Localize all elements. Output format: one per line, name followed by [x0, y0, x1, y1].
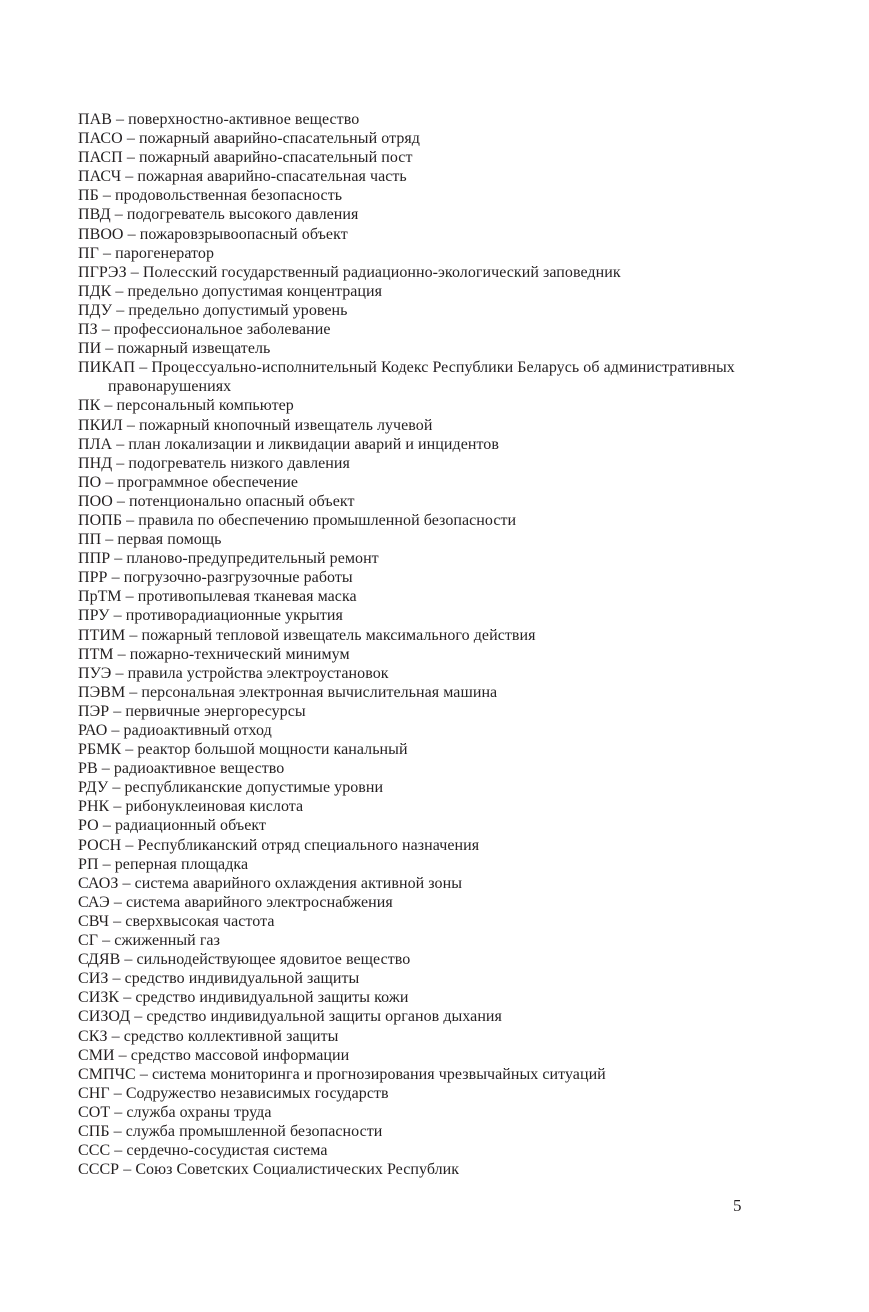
dash-separator: –	[102, 817, 111, 835]
abbreviation-term: СНГ	[78, 1084, 110, 1102]
dash-separator: –	[113, 702, 122, 720]
abbreviation-entry	[78, 320, 758, 339]
abbreviation-entry	[78, 626, 758, 645]
abbreviation-definition: Содружество независимых государств	[125, 1084, 389, 1102]
abbreviation-entry	[78, 1027, 758, 1046]
abbreviation-term: СМПЧС	[78, 1065, 136, 1083]
abbreviation-entry	[78, 816, 758, 835]
abbreviation-term: ПОО	[78, 492, 113, 510]
abbreviation-definition: система аварийного охлаждения активной зоны	[134, 874, 463, 892]
abbreviation-term: САЭ	[78, 893, 110, 911]
abbreviation-definition: средство коллективной защиты	[123, 1027, 339, 1045]
dash-separator: –	[129, 683, 138, 701]
abbreviation-term: ПГРЭЗ	[78, 263, 127, 281]
dash-separator: –	[102, 932, 111, 950]
dash-separator: –	[113, 1084, 122, 1102]
abbreviation-entry	[78, 473, 758, 492]
dash-separator: –	[117, 645, 126, 663]
abbreviation-definition: правила устройства электроустановок	[127, 664, 389, 682]
abbreviation-entry	[78, 836, 758, 855]
dash-separator: –	[111, 569, 120, 587]
abbreviation-definition: радиоактивный отход	[123, 722, 272, 739]
abbreviation-definition: средство индивидуальной защиты кожи	[135, 989, 409, 1007]
dash-separator: –	[105, 340, 114, 358]
abbreviation-term: СВЧ	[78, 912, 110, 930]
abbreviation-entry	[78, 893, 758, 912]
abbreviation-entry	[78, 492, 758, 511]
abbreviation-entry	[78, 568, 758, 587]
abbreviation-list	[78, 110, 758, 1179]
abbreviation-entry	[78, 454, 758, 473]
abbreviation-entry	[78, 988, 758, 1007]
abbreviation-term: ПО	[78, 473, 102, 491]
dash-separator: –	[102, 187, 111, 205]
abbreviation-definition: пожарно-технический минимум	[129, 645, 350, 663]
abbreviation-entry	[78, 358, 758, 396]
dash-separator: –	[122, 874, 131, 892]
abbreviation-definition: потенционально опасный объект	[129, 492, 355, 510]
abbreviation-term: ПКИЛ	[78, 416, 123, 434]
abbreviation-term: ПЗ	[78, 321, 98, 339]
abbreviation-definition: программное обеспечение	[117, 473, 299, 491]
abbreviation-term: ПРУ	[78, 607, 110, 625]
abbreviation-entry	[78, 1141, 758, 1160]
abbreviation-definition: Процессуально-исполнительный Кодекс Республики Беларусь об административных правонарушениях	[108, 359, 735, 396]
abbreviation-entry	[78, 416, 758, 435]
dash-separator: –	[112, 970, 121, 988]
abbreviation-entry	[78, 969, 758, 988]
abbreviation-term: РВ	[78, 760, 98, 778]
abbreviation-entry	[78, 339, 758, 358]
abbreviation-term: РО	[78, 817, 99, 835]
abbreviation-term: ПДУ	[78, 301, 113, 319]
abbreviation-definition: план локализации и ликвидации аварий и инцидентов	[128, 435, 499, 453]
abbreviation-definition: пожарный аварийно-спасательный пост	[138, 149, 413, 167]
dash-separator: –	[116, 435, 125, 453]
abbreviation-entry	[78, 721, 758, 740]
abbreviation-term: СИЗ	[78, 970, 109, 988]
abbreviation-definition: сжиженный газ	[114, 932, 220, 950]
abbreviation-entry	[78, 110, 758, 129]
dash-separator: –	[125, 741, 134, 759]
abbreviation-definition: предельно допустимый уровень	[128, 301, 348, 319]
abbreviation-entry	[78, 759, 758, 778]
abbreviation-entry	[78, 1122, 758, 1141]
abbreviation-term: ПЭР	[78, 702, 110, 720]
abbreviation-term: СИЗОД	[78, 1008, 131, 1026]
dash-separator: –	[113, 912, 122, 930]
dash-separator: –	[139, 359, 148, 377]
abbreviation-entry	[78, 167, 758, 186]
abbreviation-definition: предельно допустимая концентрация	[127, 282, 383, 300]
abbreviation-definition: пожаровзрывоопасный объект	[139, 225, 348, 243]
abbreviation-definition: сверхвысокая частота	[125, 912, 275, 930]
dash-separator: –	[116, 454, 125, 472]
dash-separator: –	[113, 798, 122, 816]
abbreviation-term: ПАСП	[78, 149, 123, 167]
abbreviation-term: ПТИМ	[78, 626, 126, 644]
dash-separator: –	[115, 282, 124, 300]
abbreviation-entry	[78, 606, 758, 625]
abbreviation-entry	[78, 1065, 758, 1084]
abbreviation-term: СГ	[78, 932, 99, 950]
abbreviation-entry	[78, 1160, 758, 1179]
abbreviation-definition: парогенератор	[115, 244, 214, 262]
dash-separator: –	[126, 416, 135, 434]
abbreviation-term: ССС	[78, 1142, 111, 1160]
abbreviation-definition: первая помощь	[117, 531, 222, 549]
abbreviation-term: ПДК	[78, 282, 112, 300]
dash-separator: –	[115, 664, 124, 682]
dash-separator: –	[116, 301, 125, 319]
abbreviation-term: СИЗК	[78, 989, 120, 1007]
abbreviation-entry	[78, 1084, 758, 1103]
abbreviation-entry	[78, 282, 758, 301]
abbreviation-entry	[78, 874, 758, 893]
abbreviation-term: ПВОО	[78, 225, 124, 243]
abbreviation-term: ПЛА	[78, 435, 113, 453]
dash-separator: –	[105, 531, 114, 549]
dash-separator: –	[101, 760, 110, 778]
abbreviation-entry	[78, 1046, 758, 1065]
dash-separator: –	[129, 626, 138, 644]
dash-separator: –	[125, 836, 134, 854]
dash-separator: –	[134, 1008, 143, 1026]
abbreviation-entry	[78, 225, 758, 244]
dash-separator: –	[116, 492, 125, 510]
abbreviation-entry	[78, 683, 758, 702]
abbreviation-definition: средство индивидуальной защиты органов дыхания	[146, 1008, 502, 1026]
dash-separator: –	[125, 168, 134, 186]
abbreviation-entry	[78, 797, 758, 816]
abbreviation-term: РП	[78, 855, 99, 873]
abbreviation-term: РОСН	[78, 836, 122, 854]
page-number: 5	[733, 1196, 742, 1215]
dash-separator: –	[105, 473, 114, 491]
abbreviation-term: ПП	[78, 531, 102, 549]
abbreviation-definition: поверхностно-активное вещество	[128, 111, 360, 128]
dash-separator: –	[111, 1027, 120, 1045]
abbreviation-entry	[78, 1007, 758, 1026]
abbreviation-entry	[78, 549, 758, 568]
abbreviation-definition: планово-предупредительный ремонт	[126, 550, 379, 568]
dash-separator: –	[124, 951, 133, 969]
abbreviation-entry	[78, 645, 758, 664]
dash-separator: –	[101, 321, 110, 339]
abbreviation-definition: служба охраны труда	[126, 1103, 272, 1121]
dash-separator: –	[114, 1103, 123, 1121]
abbreviation-term: СПБ	[78, 1122, 110, 1140]
dash-separator: –	[112, 779, 121, 797]
abbreviation-term: ПРР	[78, 569, 108, 587]
abbreviation-definition: сильнодействующее ядовитое вещество	[136, 951, 411, 969]
dash-separator: –	[104, 397, 113, 415]
abbreviation-definition: Полесский государственный радиационно-экологический заповедник	[142, 263, 621, 281]
abbreviation-definition: пожарный тепловой извещатель максимального действия	[141, 626, 536, 644]
abbreviation-entry	[78, 855, 758, 874]
dash-separator: –	[116, 111, 125, 128]
abbreviation-entry	[78, 587, 758, 606]
abbreviation-term: ПТМ	[78, 645, 114, 663]
abbreviation-term: РНК	[78, 798, 110, 816]
dash-separator: –	[113, 607, 122, 625]
abbreviation-definition: пожарная аварийно-спасательная часть	[137, 168, 407, 186]
dash-separator: –	[130, 263, 139, 281]
abbreviation-term: СССР	[78, 1161, 120, 1179]
abbreviation-term: ПОПБ	[78, 511, 123, 529]
abbreviation-entry	[78, 530, 758, 549]
abbreviation-definition: средство массовой информации	[130, 1046, 350, 1064]
dash-separator: –	[126, 511, 135, 529]
abbreviation-definition: погрузочно-разгрузочные работы	[123, 569, 353, 587]
abbreviation-definition: пожарный кнопочный извещатель лучевой	[139, 416, 433, 434]
abbreviation-entry	[78, 702, 758, 721]
abbreviation-definition: персональный компьютер	[116, 397, 294, 415]
abbreviation-definition: служба промышленной безопасности	[125, 1122, 383, 1140]
abbreviation-definition: реперная площадка	[114, 855, 249, 873]
dash-separator: –	[102, 855, 111, 873]
abbreviation-term: ПГ	[78, 244, 99, 262]
dash-separator: –	[139, 1065, 148, 1083]
abbreviation-definition: профессиональное заболевание	[113, 321, 331, 339]
dash-separator: –	[126, 130, 135, 148]
abbreviation-definition: система мониторинга и прогнозирования чрезвычайных ситуаций	[151, 1065, 606, 1083]
dash-separator: –	[123, 1161, 132, 1179]
dash-separator: –	[111, 722, 120, 739]
abbreviation-term: СМИ	[78, 1046, 115, 1064]
abbreviation-term: ПВД	[78, 206, 111, 224]
abbreviation-entry	[78, 912, 758, 931]
abbreviation-entry	[78, 186, 758, 205]
abbreviation-entry	[78, 435, 758, 454]
abbreviation-entry	[78, 511, 758, 530]
abbreviation-term: СОТ	[78, 1103, 111, 1121]
abbreviation-entry	[78, 950, 758, 969]
abbreviation-entry	[78, 129, 758, 148]
abbreviation-term: ПИ	[78, 340, 102, 358]
abbreviation-definition: средство индивидуальной защиты	[124, 970, 360, 988]
abbreviation-entry	[78, 301, 758, 320]
abbreviation-definition: пожарный аварийно-спасательный отряд	[138, 130, 420, 148]
abbreviation-entry	[78, 664, 758, 683]
dash-separator: –	[123, 989, 132, 1007]
abbreviation-definition: реактор большой мощности канальный	[137, 741, 408, 759]
dash-separator: –	[126, 149, 135, 167]
dash-separator: –	[114, 206, 123, 224]
abbreviation-term: ПрТМ	[78, 588, 122, 606]
abbreviation-entry	[78, 740, 758, 759]
abbreviation-term: ПУЭ	[78, 664, 112, 682]
abbreviation-term: СКЗ	[78, 1027, 108, 1045]
abbreviation-term: РДУ	[78, 779, 109, 797]
abbreviation-term: ППР	[78, 550, 111, 568]
abbreviation-term: САОЗ	[78, 874, 119, 892]
abbreviation-entry	[78, 1103, 758, 1122]
abbreviation-definition: подогреватель высокого давления	[126, 206, 359, 224]
dash-separator: –	[114, 550, 123, 568]
dash-separator: –	[113, 1122, 122, 1140]
abbreviation-entry	[78, 396, 758, 415]
dash-separator: –	[114, 1142, 123, 1160]
abbreviation-term: ПАВ	[78, 111, 112, 128]
dash-separator: –	[113, 893, 122, 911]
abbreviation-definition: радиоактивное вещество	[113, 760, 285, 778]
abbreviation-entry	[78, 244, 758, 263]
abbreviation-entry	[78, 778, 758, 797]
dash-separator: –	[102, 244, 112, 262]
abbreviation-definition: Союз Советских Социалистических Республик	[135, 1161, 460, 1179]
abbreviation-term: РБМК	[78, 741, 122, 759]
abbreviation-definition: правила по обеспечению промышленной безопасности	[138, 511, 517, 529]
dash-separator: –	[125, 588, 134, 606]
abbreviation-term: ПНД	[78, 454, 113, 472]
abbreviation-entry	[78, 931, 758, 950]
abbreviation-definition: рибонуклеиновая кислота	[125, 798, 304, 816]
abbreviation-definition: радиационный объект	[114, 817, 267, 835]
abbreviation-term: ПАСЧ	[78, 168, 122, 186]
abbreviation-entry	[78, 263, 758, 282]
abbreviation-term: ПБ	[78, 187, 99, 205]
abbreviation-term: ПИКАП	[78, 359, 136, 377]
abbreviation-term: ПЭВМ	[78, 683, 126, 701]
dash-separator: –	[127, 225, 136, 243]
abbreviation-term: СДЯВ	[78, 951, 121, 969]
abbreviation-term: РАО	[78, 722, 108, 739]
abbreviation-definition: республиканские допустимые уровни	[124, 779, 384, 797]
abbreviation-definition: персональная электронная вычислительная машина	[141, 683, 498, 701]
abbreviation-definition: пожарный извещатель	[117, 340, 271, 358]
abbreviation-definition: противорадиационные укрытия	[125, 607, 343, 625]
abbreviation-definition: подогреватель низкого давления	[128, 454, 350, 472]
abbreviation-entry	[78, 148, 758, 167]
abbreviation-definition: система аварийного электроснабжения	[125, 893, 393, 911]
abbreviation-definition: продовольственная безопасность	[115, 187, 343, 205]
abbreviation-definition: Республиканский отряд специального назначения	[137, 836, 480, 854]
abbreviation-definition: сердечно-сосудистая система	[126, 1142, 328, 1160]
abbreviation-definition: первичные энергоресурсы	[125, 702, 306, 720]
abbreviation-term: ПК	[78, 397, 101, 415]
abbreviation-definition: противопылевая тканевая маска	[137, 588, 357, 606]
abbreviation-entry	[78, 205, 758, 224]
dash-separator: –	[118, 1046, 127, 1064]
abbreviation-term: ПАСО	[78, 130, 123, 148]
